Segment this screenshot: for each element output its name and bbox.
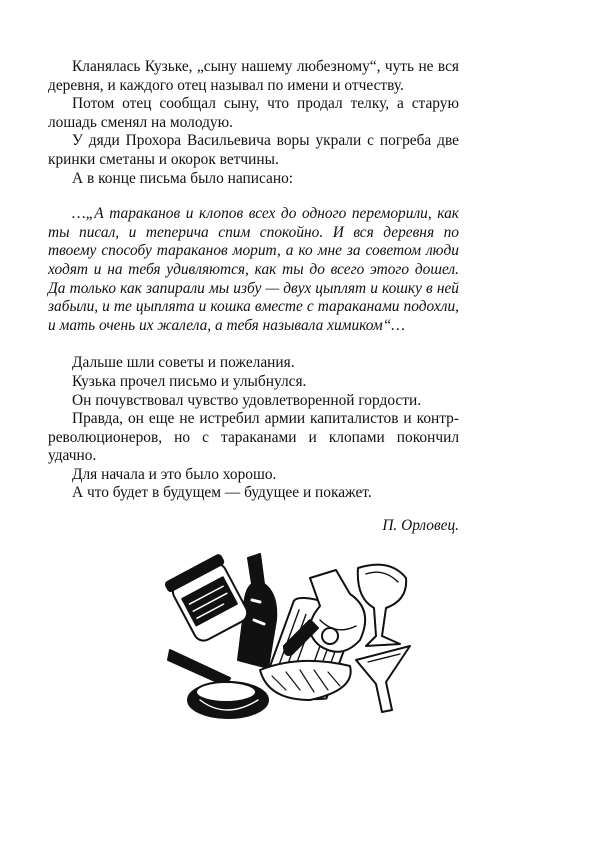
document-page [48,58,459,536]
paragraph-greetings: Кланялась Кузьке, „сыну нашему любезному“, чуть не вся деревня, и каждого отец называл по имени и отчеству. [48,58,459,94]
paragraph-pride: Он почувствовал чувство удовлетворенной гордости. [72,391,422,409]
signature: П. Орловец. [382,517,459,535]
letter-quote [48,205,459,335]
paragraph-future: А что будет в будущем — будущее и покажет. [72,484,372,502]
paragraph-heifer: Потом отец сообщал сыну, что продал телку, а старую лошадь сменял на молодую. [48,95,459,131]
paragraph-smile: Кузька прочел письмо и улыбнулся. [72,372,307,390]
paragraph-good-start: Для начала и это было хорошо. [72,465,277,483]
paragraph-advice: Дальше шли советы и пожелания. [72,354,295,372]
paragraph-thieves: У дяди Прохора Васильевича воры украли с погреба две кринки сметаны и окорок ветчины. [48,132,459,168]
paragraph-letter-end: А в конце письма было написано: [72,169,294,187]
paragraph-truth: Правда, он еще не истребил армии капиталистов и контр-революционеров, но с тараканами и клопами покончил удачно. [48,410,459,465]
lab-glassware-drawing-icon [160,550,460,730]
quote-text: …„А тараканов и клопов всех до одного переморили, как ты писал, и теперича спим спокойно. И вся деревня по твоему способу тараканов морит, а ко мне за советом люди ходят и на тебя удивляются, как ты до всего этого дошел. Да только как запирали мы избу — двух цыплят и кошку в ней забыли, и те цыплята и кошка вместе с тараканами подохли, и мать очень их жалела, а тебя называла химиком“… [48,205,459,334]
